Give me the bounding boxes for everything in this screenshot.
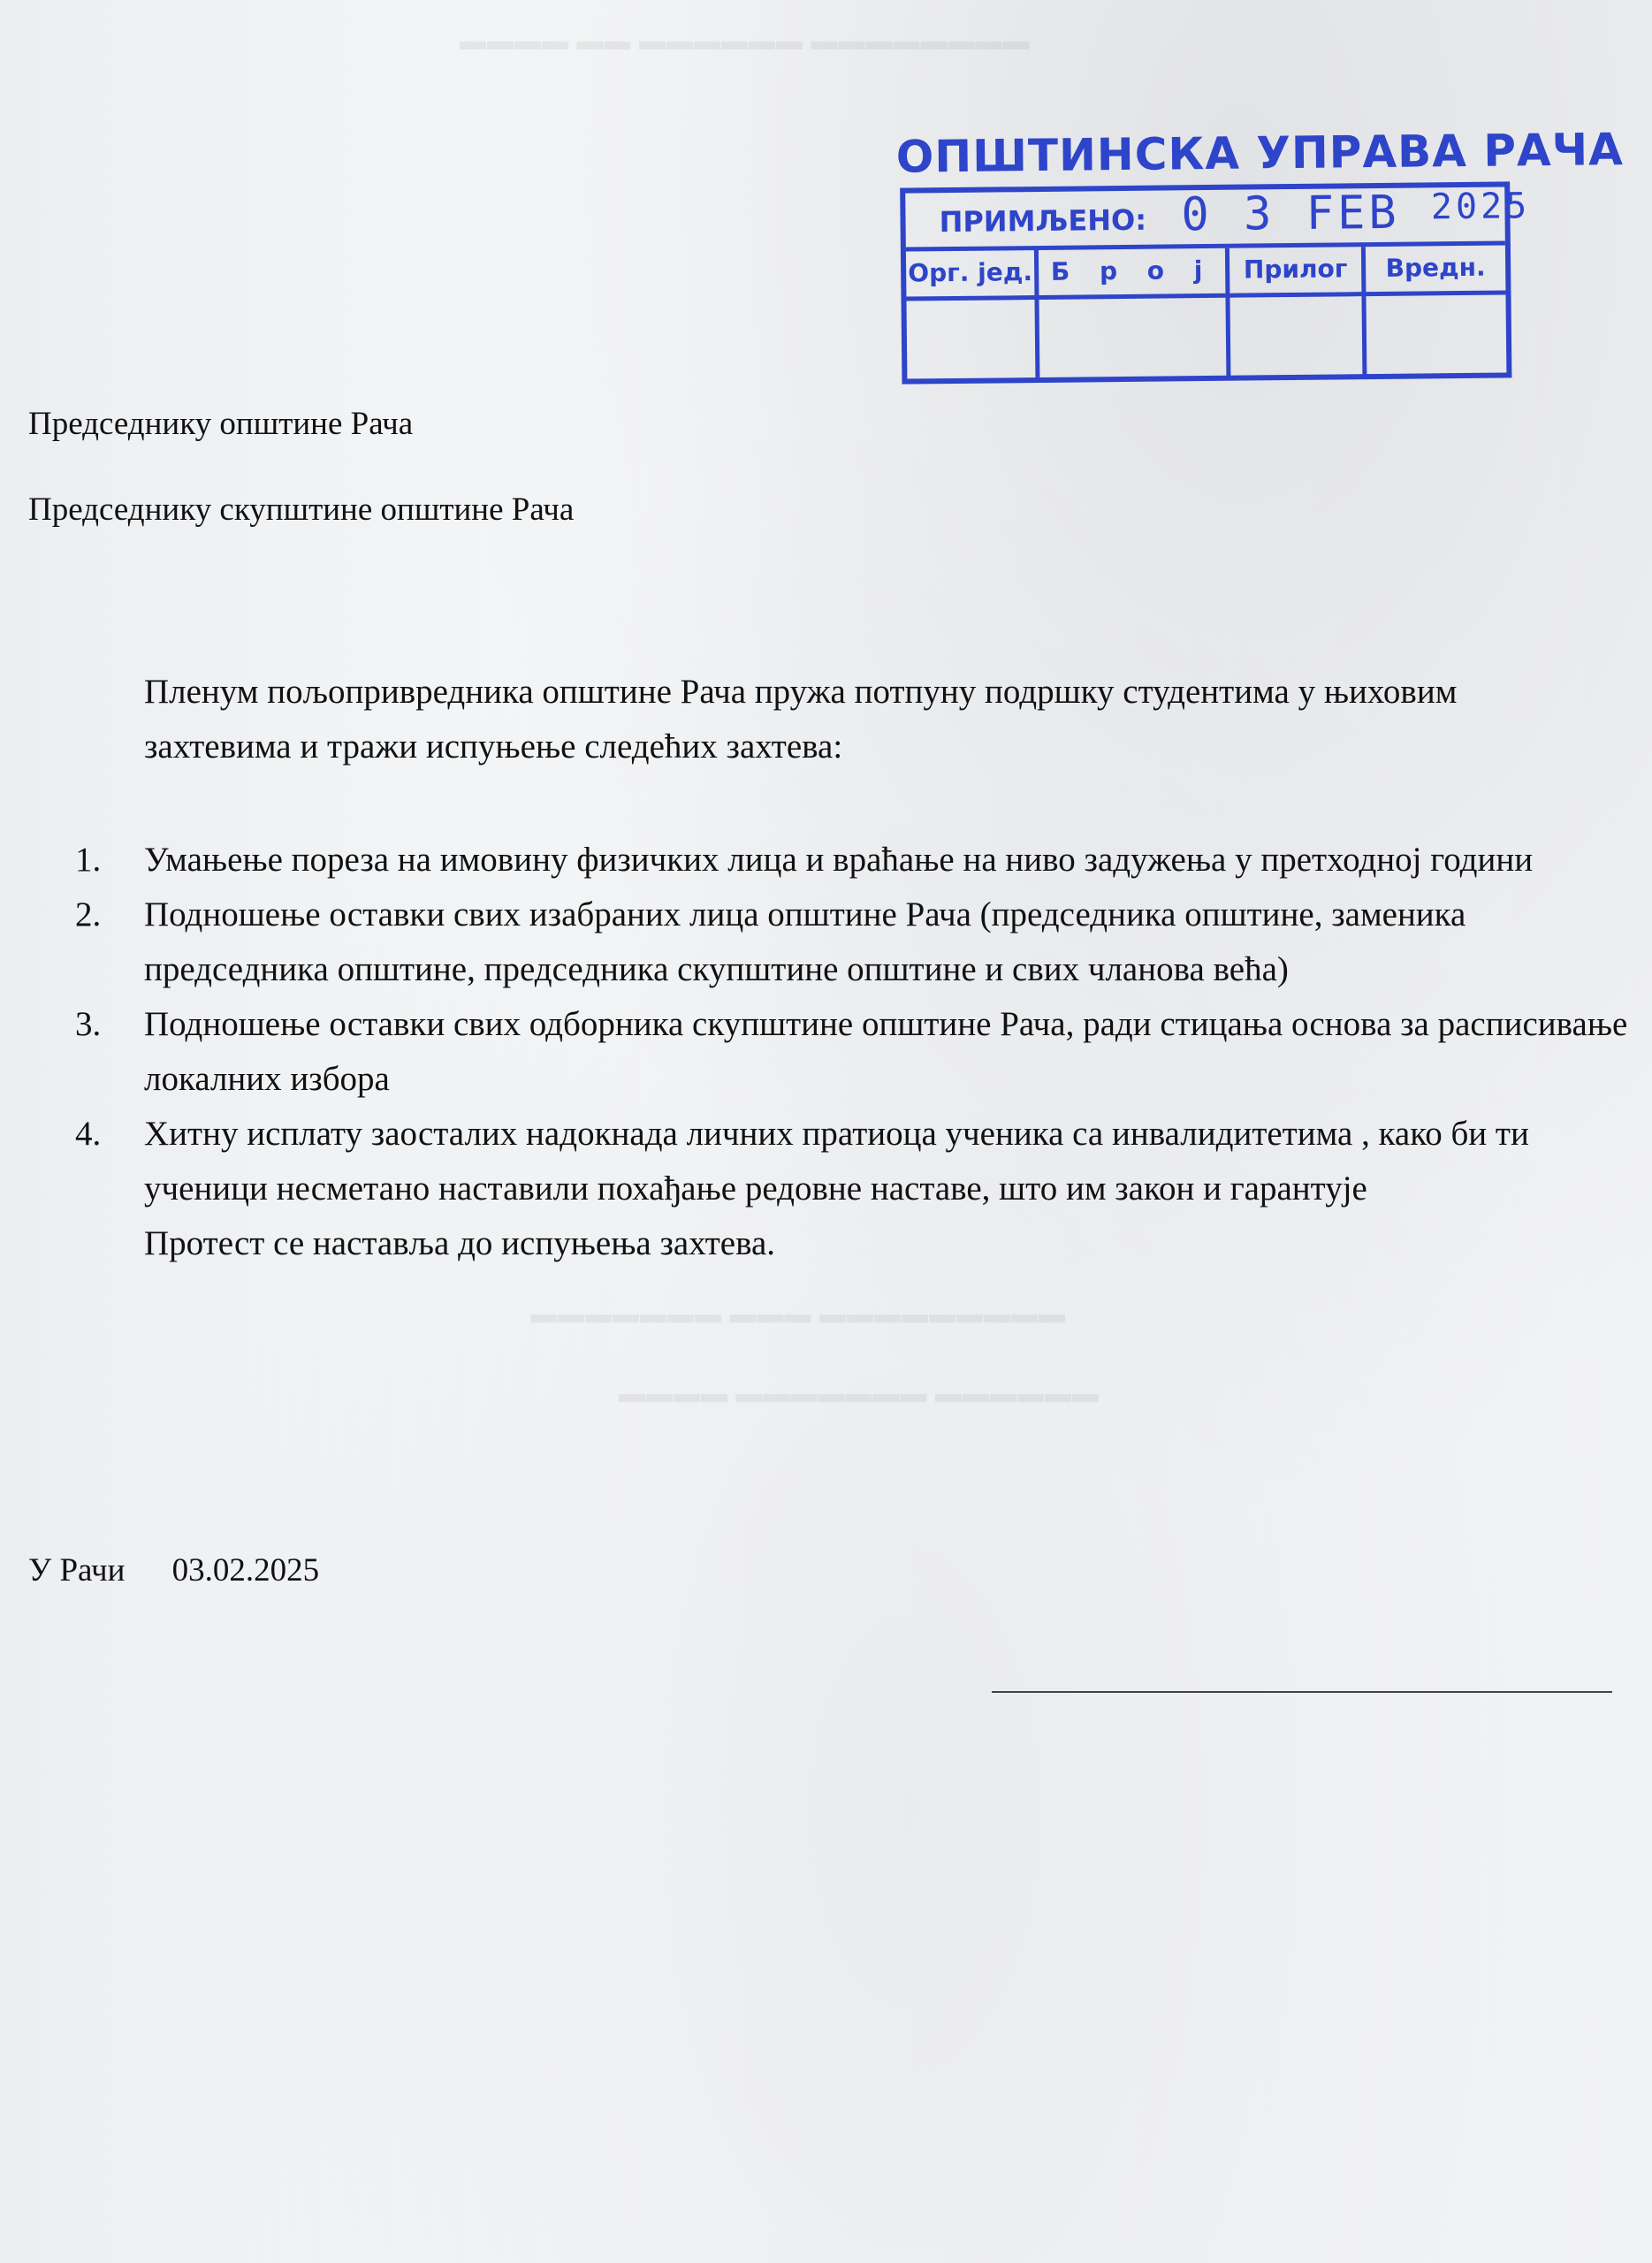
list-item-number: 3.: [75, 1005, 102, 1043]
stamp-received-row: [905, 186, 1531, 251]
intro-paragraph: Пленум пољопривредника општине Рача пружа потпуну подршку студентима у њиховим захтевима и тражи испуњење следећих захтева:: [144, 673, 1458, 766]
list-item-text: Умањење пореза на имовину физичких лица и враћање на ниво задужења у претходној години: [144, 841, 1534, 879]
addressee-president: Председнику општине Рача: [28, 406, 414, 442]
list-item: [75, 888, 1631, 997]
show-through-text: ▬▬▬▬ ▬▬ ▬▬▬▬▬▬ ▬▬▬▬▬▬▬▬: [460, 27, 1031, 56]
addressee-assembly-president: Председнику скупштине општине Рача: [28, 491, 575, 528]
stamp-columns: [906, 245, 1506, 379]
place-date: [28, 1551, 319, 1589]
stamp-column: [1039, 248, 1231, 378]
list-item: [75, 1107, 1631, 1216]
list-item-number: 4.: [75, 1115, 102, 1153]
list-item-text: Хитну исплату заосталих надокнада личних пратиоца ученика са инвалидитетима , како би ти ученици несметано наставили похађање редовне наставе, што им закон и гарантује: [144, 1115, 1529, 1208]
signature-line: [992, 1691, 1612, 1693]
stamp-column-header: Б р о ј: [1039, 248, 1226, 300]
stamp-date-year: 2025: [1430, 186, 1531, 228]
list-item-number: 2.: [75, 895, 102, 933]
demands-list: [75, 833, 1631, 1271]
stamp-date: [1181, 185, 1530, 241]
closing-statement: Протест се наставља до испуњења захтева.: [144, 1224, 776, 1262]
place: У Рачи: [28, 1552, 126, 1589]
stamp-box: [900, 181, 1531, 384]
received-stamp: [895, 124, 1625, 387]
stamp-column: [1229, 247, 1367, 377]
stamp-column-header: Прилог: [1229, 247, 1362, 298]
stamp-column: [1366, 245, 1507, 375]
list-item-text: Подношење оставки свих одборника скупштине општине Рача, ради стицања основа за расписивање локалних избора: [144, 1005, 1628, 1098]
stamp-date-day-month: 0 3 FEB: [1181, 186, 1400, 242]
stamp-received-label: ПРИМЉЕНО:: [939, 202, 1147, 240]
stamp-title: ОПШТИНСКА УПРАВА РАЧА: [895, 124, 1625, 183]
show-through-text: ▬▬▬▬▬▬▬ ▬▬▬ ▬▬▬▬▬▬▬▬▬: [530, 1299, 1066, 1329]
list-item-text: Подношење оставки свих изабраних лица општине Рача (председника општине, заменика председника општине, председника скупштине општине и свих чланова већа): [144, 895, 1466, 988]
date: 03.02.2025: [171, 1552, 320, 1589]
list-item-number: 1.: [75, 841, 102, 879]
list-item: [75, 997, 1631, 1107]
show-through-text: ▬▬▬▬ ▬▬▬▬▬▬▬ ▬▬▬▬▬▬: [619, 1379, 1100, 1408]
stamp-column: [906, 250, 1040, 380]
stamp-column-header: Вредн.: [1366, 245, 1506, 296]
list-item: [75, 833, 1631, 888]
stamp-column-header: Орг. јед.: [906, 250, 1035, 301]
